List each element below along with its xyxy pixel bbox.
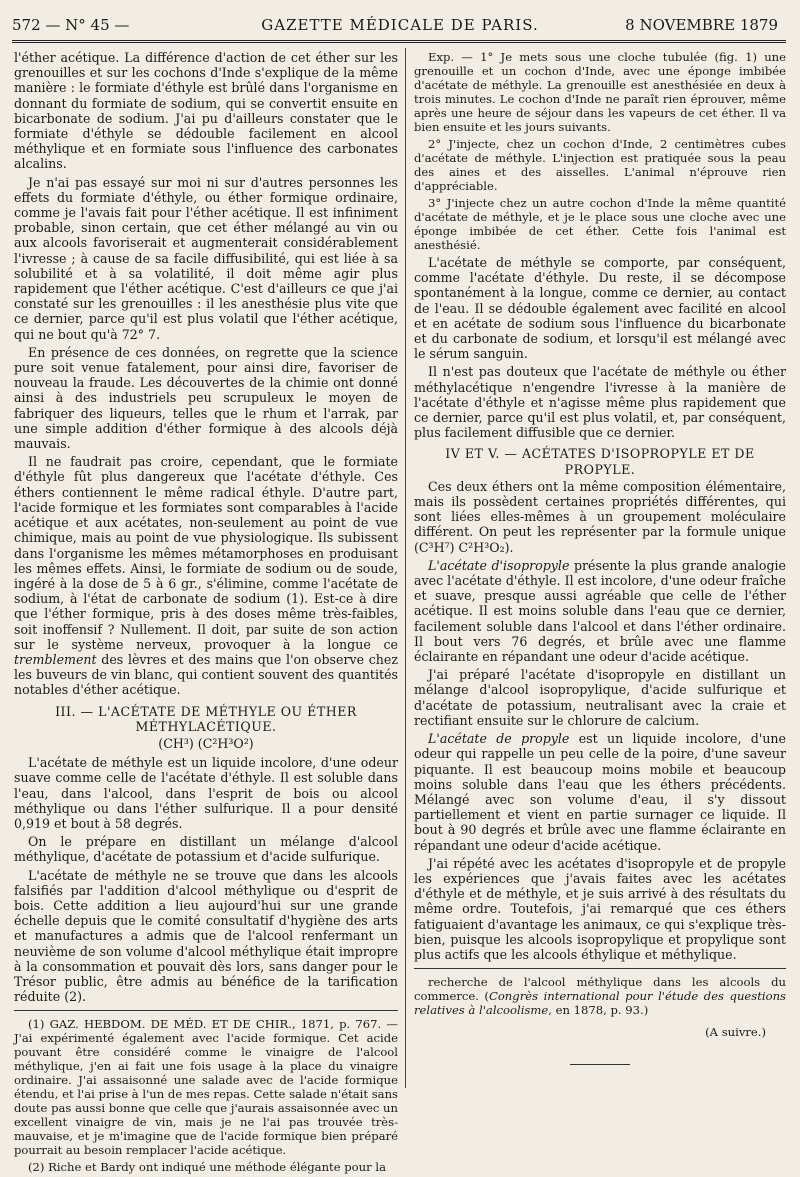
right-column xyxy=(414,50,786,1065)
journal-title: GAZETTE MÉDICALE DE PARIS. xyxy=(261,16,539,34)
to-be-continued: (A suivre.) xyxy=(705,1025,766,1040)
paragraph: On le prépare en distillant un mélange d'alcool méthylique, d'acétate de potassium et d'acide sulfurique. xyxy=(14,834,398,865)
experiment-paragraph: Exp. — 1° Je mets sous une cloche tubulée (fig. 1) une grenouille et un cochon d'Inde, avec une éponge imbibée d'acétate de méthyle. La grenouille est anesthésiée en deux à trois minutes. Le cochon d'Inde ne paraît rien éprouver, même après une heure de séjour dans les vapeurs de cet éther. Il va bien ensuite et les jours suivants. xyxy=(414,50,786,134)
footnote-rule xyxy=(14,1010,398,1011)
left-column xyxy=(14,50,398,1177)
paragraph: Je n'ai pas essayé sur moi ni sur d'autres personnes les effets du formiate d'éthyle, ou éther formique ordinaire, comme je l'avais fait pour l'éther acétique. Il est infiniment probable, sinon certain, que cet éther mélangé au vin ou aux alcools favoriserait et augmenterait considérablement l'ivresse ; à cause de sa facile diffusibilité, qui est liée à sa solubilité et à sa volatilité, il doit même agir plus rapidement que l'éther acétique. C'est d'ailleurs ce que j'ai constaté sur les grenouilles : il les anesthésie plus vite que ce dernier, parce qu'il est plus volatil que l'éther acétique, qui ne bout qu'à 72° 7. xyxy=(14,174,398,342)
header-rule xyxy=(12,40,786,43)
chemical-formula: (CH³) (C²H³O²) xyxy=(158,735,254,751)
italic-term: tremblement xyxy=(14,651,97,667)
experiment-paragraph: 3° J'injecte chez un autre cochon d'Inde la même quantité d'acétate de méthyle, et je le place sous une cloche avec une éponge imbibée de cet éther. Cette fois l'animal est anesthésié. xyxy=(414,196,786,252)
issue-date: 8 NOVEMBRE 1879 xyxy=(625,16,778,34)
footnote-rule xyxy=(414,968,786,969)
footnotes xyxy=(14,1017,398,1174)
footnote: (2) Riche et Bardy ont indiqué une méthode élégante pour la xyxy=(28,1160,386,1175)
footnote-source: GAZ. HEBDOM. DE MÉD. ET DE CHIR., 1871, p. 767. xyxy=(49,1017,382,1032)
paragraph: En présence de ces données, on regrette que la science pure soit venue fatalement, pour ainsi dire, favoriser de nouveau la fraude. Les découvertes de la chimie ont donné ainsi à des industriels peu scrupuleux le moyen de fabriquer des liqueurs, telles que le rhum et l'arrak, par une simple addition d'éther formique à des alcools déjà mauvais. xyxy=(14,344,398,452)
paragraph: L'acétate de propyle est un liquide incolore, d'une odeur qui rappelle un peu celle de la poire, d'une saveur piquante. Il est beaucoup moins mobile et beaucoup moins soluble dans l'eau que les éthers précédents. Mélangé avec son volume d'eau, il s'y dissout partiellement et vient en partie surnager ce liquide. Il bout à 90 degrés et brûle avec une flamme éclairante en répandant une odeur d'acide acétique. xyxy=(414,731,786,853)
page-number: 572 — N° 45 — xyxy=(12,16,130,34)
paragraph: L'acétate d'isopropyle présente la plus grande analogie avec l'acétate d'éthyle. Il est incolore, d'une odeur fraîche et suave, presque aussi agréable que celle de l'éther acétique. Il est moins soluble dans l'eau que ce dernier, facilement soluble dans l'alcool et dans l'éther ordinaire. Il bout vers 76 degrés, et brûle avec une flamme éclairante en répandant une odeur d'acide acétique. xyxy=(414,557,786,665)
paragraph: Il ne faudrait pas croire, cependant, que le formiate d'éthyle fût plus dangereux que l'acétate d'éthyle. Ces éthers contiennent le même radical éthyle. D'autre part, l'acide formique et les formiates sont comparables à l'acide acétique et aux acétates, non-seulement au point de vue chimique, mais au point de vue physiologique. Ils subissent dans l'organisme les mêmes métamorphoses en produisant les mêmes effets. Ainsi, le formiate de sodium ou de soude, ingéré à la dose de 5 à 6 gr., s'élimine, comme l'acétate de sodium, à l'état de carbonate de sodium (1). Est-ce à dire que l'éther formique, pris à des doses même très-faibles, soit inoffensif ? Nullement. Il doit, par suite de son action sur le système nerveux, provoquer à la longue ce tremblement des lèvres et des mains que l'on observe chez les buveurs de vin blanc, qui contient souvent des quantités notables d'éther acétique. xyxy=(14,454,398,698)
paragraph: l'éther acétique. La différence d'action de cet éther sur les grenouilles et sur les cochons d'Inde s'explique de la même manière : le formiate d'éthyle est brûlé dans l'organisme en donnant du formiate de sodium, qui se convertit ensuite en bicarbonate de sodium. J'ai pu d'ailleurs constater que le formiate d'éthyle se dédouble facilement en alcool méthylique et en formiate sous l'influence des carbonates alcalins. xyxy=(14,50,398,172)
page-header xyxy=(12,12,788,38)
paragraph: L'acétate de méthyle ne se trouve que dans les alcools falsifiés par l'addition d'alcool méthylique ou d'esprit de bois. Cette addition a lieu aujourd'hui sur une grande échelle depuis que le comité consultatif d'hygiène des arts et manufactures a admis que de l'alcool renfermant un neuvième de son volume d'alcool méthylique était impropre à la consommation et pouvait dès lors, sans danger pour le Trésor public, être admis au bénéfice de la tarification réduite (2). xyxy=(14,867,398,1005)
paragraph: Ces deux éthers ont la même composition élémentaire, mais ils possèdent certaines propriétés différentes, qui sont liées elles-mêmes à un groupement moléculaire différent. On peut les représenter par la formule unique (C³H⁷) C²H³O₂). xyxy=(414,478,786,555)
footnote-continued: recherche de l'alcool méthylique dans les alcools du commerce. (Congrès international pour l'étude des questions relatives à l'alcoolisme, en 1878, p. 93.) (A suivre.) xyxy=(414,975,786,1040)
footnote: (1) GAZ. HEBDOM. DE MÉD. ET DE CHIR., 1871, p. 767. — J'ai expérimenté également avec l'acide formique. Cet acide pouvant être considéré comme le vinaigre de l'alcool méthylique, j'en ai fait une fois usage à la place du vinaigre ordinaire. J'ai assaisonné une salade avec de l'acide formique étendu, et l'ai prise à l'un de mes repas. Cette salade n'était sans doute pas aussi bonne que celle que j'aurais assaisonnée avec un excellent vinaigre de vin, mais je ne l'ai pas trouvée très-mauvaise, et je m'imagine que de l'acide formique bien préparé pourrait au besoin remplacer l'acide acétique. xyxy=(14,1017,399,1158)
section-heading: III. — L'ACÉTATE DE MÉTHYLE OU ÉTHER MÉTHYLACÉTIQUE. xyxy=(55,703,357,734)
paragraph: J'ai répété avec les acétates d'isopropyle et de propyle les expériences que j'avais faites avec les acétates d'éthyle et de méthyle, et je suis arrivé à des résultats du même ordre. Toutefois, j'ai remarqué que ces éthers fatiguaient d'avantage les animaux, ce qui s'explique très-bien, puisque les alcools isopropylique et propylique sont plus actifs que les alcools éthylique et méthylique. xyxy=(414,855,786,962)
experiment-paragraph: 2° J'injecte, chez un cochon d'Inde, 2 centimètres cubes d'acétate de méthyle. L'injection est pratiquée sous la peau des aines et des aisselles. L'animal n'éprouve rien d'appréciable. xyxy=(414,137,786,193)
paragraph: L'acétate de méthyle se comporte, par conséquent, comme l'acétate d'éthyle. Du reste, il se décompose spontanément à la longue, comme ce dernier, au contact de l'eau. Il se dédouble également avec facilité en alcool et en acétate de sodium sous l'influence du bicarbonate et du carbonate de sodium, et lorsqu'il est mélangé avec le sérum sanguin. xyxy=(414,255,786,362)
paragraph: L'acétate de méthyle est un liquide incolore, d'une odeur suave comme celle de l'acétate d'éthyle. Il est soluble dans l'eau, dans l'alcool, dans l'esprit de bois ou alcool méthylique ou dans l'éther sulfurique. Il a pour densité 0,919 et bout à 58 degrés. xyxy=(14,755,398,831)
end-rule xyxy=(570,1064,630,1065)
paragraph: Il n'est pas douteux que l'acétate de méthyle ou éther méthylacétique n'engendre l'ivresse à la manière de l'acétate d'éthyle et n'agisse même plus rapidement que ce dernier, parce qu'il est plus volatil, et, par conséquent, plus facilement diffusible que ce dernier. xyxy=(414,364,786,441)
column-divider xyxy=(405,48,406,1088)
paragraph: J'ai préparé l'acétate d'isopropyle en distillant un mélange d'alcool isopropylique, d'acide sulfurique et d'acétate de potassium, neutralisant avec la craie et rectifiant ensuite sur le chlorure de calcium. xyxy=(414,667,786,728)
section-heading: IV ET V. — ACÉTATES D'ISOPROPYLE ET DE PROPYLE. xyxy=(445,446,755,477)
